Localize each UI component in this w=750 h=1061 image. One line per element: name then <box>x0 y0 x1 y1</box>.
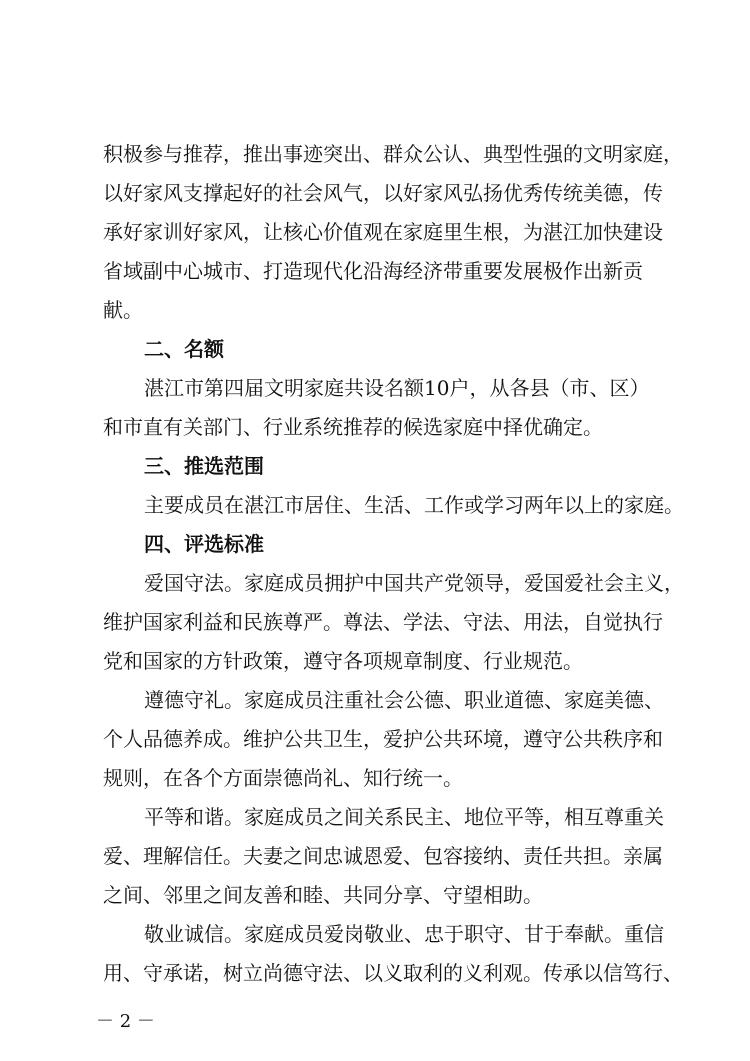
paragraph-line: 党和国家的方针政策，遵守各项规章制度、行业规范。 <box>103 649 583 673</box>
paragraph-line: 爱国守法。家庭成员拥护中国共产党领导，爱国爱社会主义， <box>144 571 684 595</box>
paragraph-line: 省域副中心城市、打造现代化沿海经济带重要发展极作出新贡 <box>103 259 643 283</box>
paragraph-line: 规则，在各个方面崇德尚礼、知行统一。 <box>103 766 463 790</box>
page-number: － 2 － <box>96 1011 155 1032</box>
paragraph-line: 湛江市第四届文明家庭共设名额10户，从各县（市、区） <box>144 376 650 400</box>
section-heading: 四、评选标准 <box>144 532 264 556</box>
section-heading: 二、名额 <box>144 337 224 361</box>
section-heading: 三、推选范围 <box>144 454 264 478</box>
paragraph-line: 和市直有关部门、行业系统推荐的候选家庭中择优确定。 <box>103 415 603 439</box>
paragraph-line: 遵德守礼。家庭成员注重社会公德、职业道德、家庭美德、 <box>144 688 664 712</box>
paragraph-line: 爱、理解信任。夫妻之间忠诚恩爱、包容接纳、责任共担。亲属 <box>103 844 663 868</box>
paragraph-line: 维护国家利益和民族尊严。尊法、学法、守法、用法，自觉执行 <box>103 610 663 634</box>
paragraph-line: 敬业诚信。家庭成员爱岗敬业、忠于职守、甘于奉献。重信 <box>144 922 664 946</box>
paragraph-line: 献。 <box>103 298 143 322</box>
paragraph-line: 用、守承诺，树立尚德守法、以义取利的义利观。传承以信笃行、 <box>103 961 683 985</box>
paragraph-line: 承好家训好家风，让核心价值观在家庭里生根，为湛江加快建设 <box>103 220 663 244</box>
paragraph-line: 积极参与推荐，推出事迹突出、群众公认、典型性强的文明家庭， <box>103 142 683 166</box>
paragraph-line: 以好家风支撑起好的社会风气，以好家风弘扬优秀传统美德，传 <box>103 181 663 205</box>
paragraph-line: 平等和谐。家庭成员之间关系民主、地位平等，相互尊重关 <box>144 805 664 829</box>
paragraph-line: 之间、邻里之间友善和睦、共同分享、守望相助。 <box>103 883 543 907</box>
paragraph-line: 个人品德养成。维护公共卫生，爱护公共环境，遵守公共秩序和 <box>103 727 663 751</box>
paragraph-line: 主要成员在湛江市居住、生活、工作或学习两年以上的家庭。 <box>144 493 684 517</box>
